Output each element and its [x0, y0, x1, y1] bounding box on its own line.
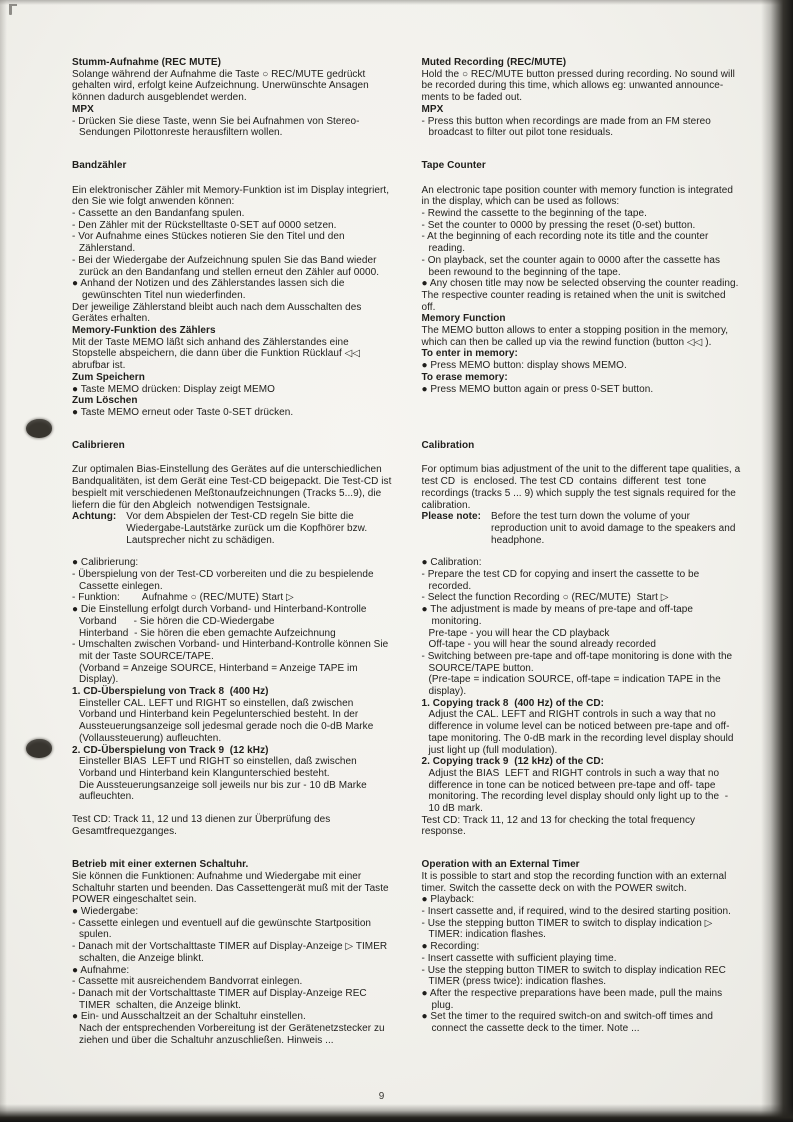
english-column	[422, 859, 742, 1046]
list-item: - Set the counter to 0000 by pressing the reset (0-set) button.	[421, 219, 696, 231]
bullet-item: ● Die Einstellung erfolgt durch Vorband- und Hinterband-Kontrolle	[72, 604, 367, 616]
paragraph: Mit der Taste MEMO läßt sich anhand des Zählerstandes eine Stopstelle abspeichern, die dann über die Funktion Rücklauf ◁◁ abrufbar ist.	[72, 336, 366, 372]
bullet-item: ● Ein- und Ausschaltzeit an der Schaltuhr einstellen.	[72, 1011, 306, 1023]
list-item: - Funktion: Aufnahme ○ (REC/MUTE) Start ▷	[72, 592, 294, 604]
heading: Zum Speichern	[72, 371, 145, 383]
section-row	[72, 439, 744, 839]
german-column	[72, 439, 395, 839]
section-row	[72, 859, 741, 1046]
spacer	[72, 803, 392, 814]
list-item: - Switching between pre-tape and off-tape monitoring is done with the SOURCE/TAPE button.	[421, 650, 736, 674]
indented-text: Adjust the CAL. LEFT and RIGHT controls in such a way that no difference in volume level can be noticed between pre-tape and off-tape monitoring. The 0-dB mark in the recording level display should just light up (full modulation).	[428, 709, 737, 756]
scan-corner-mark	[9, 4, 12, 15]
indented-text: Einsteller CAL. LEFT und RIGHT so einstellen, daß zwischen Vorband und Hinterband kein Pegelunterschied besteht. In der Aussteuerungsanzeige soll jedesmal gerade noch die 0-dB Marke (Vollaussteuerung) aufleuchten.	[79, 697, 377, 744]
heading: 1. Copying track 8 (400 Hz) of the CD:	[421, 697, 605, 709]
paragraph: Test CD: Track 11, 12 und 13 dienen zur Überprüfung des Gesamtfrequezganges.	[72, 814, 334, 837]
punch-hole-mark-bottom	[26, 739, 52, 758]
list-item: - Cassette mit ausreichendem Bandvorrat einlegen.	[72, 976, 303, 988]
bullet-item: ● Recording:	[421, 941, 480, 953]
list-item: - Vor Aufnahme eines Stückes notieren Sie den Titel und den Zählerstand.	[72, 231, 348, 255]
page-content	[72, 57, 744, 1046]
list-item: - Select the function Recording ○ (REC/MUTE) Start ▷	[421, 592, 669, 604]
paragraph: Ein elektronischer Zähler mit Memory-Funktion ist im Display integriert, den Sie wie folgt anwenden können:	[72, 184, 392, 208]
bullet-item: ● Wiedergabe:	[72, 906, 139, 917]
list-item: - Bei der Wiedergabe der Aufzeichnung spulen Sie das Band wieder zurück an den Bandanfang und stellen erneut den Zähler auf 0000.	[72, 254, 380, 278]
paragraph: The MEMO button allows to enter a stopping position in the memory, which can then be called up via the rewind function (button ◁◁ ).	[421, 325, 731, 348]
heading: To erase memory:	[421, 371, 508, 383]
scan-edge-bottom	[0, 1104, 793, 1122]
indented-text: Vorband - Sie hören die CD-Wiedergabe	[79, 615, 275, 627]
heading: Memory-Funktion des Zählers	[72, 325, 216, 337]
list-item: - Den Zähler mit der Rückstelltaste 0-SET auf 0000 setzen.	[72, 219, 337, 231]
section-heading: Calibration	[421, 439, 475, 451]
english-column	[422, 440, 742, 839]
bullet-item: ● Set the timer to the required switch-on and switch-off times and connect the cassette deck to the timer. Note ...	[421, 1011, 716, 1035]
indented-text: Nach der entsprechenden Vorbereitung ist der Gerätenetzstecker zu ziehen und über die Schaltuhr anzuschließen. Hinweis ...	[79, 1023, 388, 1046]
bullet-item: ● Aufnahme:	[72, 964, 130, 976]
heading: Betrieb mit einer externen Schaltuhr.	[72, 859, 249, 871]
note-block	[72, 511, 392, 546]
heading: Operation with an External Timer	[421, 859, 580, 871]
indented-text: Off-tape - you will hear the sound already recorded	[428, 639, 656, 651]
list-item: - Überspielung von der Test-CD vorbereiten und die zu bespielende Cassette einlegen.	[72, 569, 377, 592]
german-column	[72, 160, 392, 419]
list-item: - Cassette einlegen und eventuell auf die gewünschte Startposition spulen.	[72, 917, 374, 941]
list-item: - At the beginning of each recording note its title and the counter reading.	[421, 231, 712, 255]
spacer	[72, 546, 392, 557]
indented-text: Die Aussteuerungsanzeige soll jeweils nur bis zur - 10 dB Marke aufleuchten.	[79, 779, 370, 803]
list-item: - Rewind the cassette to the beginning of the tape.	[421, 208, 647, 220]
list-item: - Insert cassette with sufficient playing time.	[421, 952, 617, 964]
spacer	[422, 546, 742, 557]
indented-text: Pre-tape - you will hear the CD playback	[428, 627, 610, 639]
note-text: Vor dem Abspielen der Test-CD regeln Sie bitte die Wiedergabe-Lautstärke zurück um die Kopfhörer bzw. Lautsprecher nicht zu schädigen.	[126, 511, 371, 546]
note-label: Please note:	[421, 511, 482, 523]
list-item: - Insert cassette and, if required, wind to the desired starting position.	[421, 906, 731, 917]
paragraph: Test CD: Track 11, 12 and 13 for checking the total frequency response.	[421, 814, 698, 838]
indented-text: (Pre-tape = indication SOURCE, off-tape = indication TAPE in the display).	[428, 674, 724, 698]
section-row	[72, 57, 741, 139]
indented-text: Hinterband - Sie hören die eben gemachte Aufzeichnung	[79, 627, 336, 639]
paragraph: It is possible to start and stop the recording function with an external timer. Switch the cassette deck on with the POWER switch.	[421, 870, 730, 894]
indented-text: Adjust the BIAS LEFT and RIGHT controls in such a way that no difference in tone can be noticed between pre-tape and off- tape monitoring. The recording level display should only light up to the - 10 dB mark.	[428, 767, 731, 815]
scan-edge-left	[0, 0, 7, 1122]
heading: Memory Function	[421, 313, 506, 325]
paragraph: Der jeweilige Zählerstand bleibt auch nach dem Ausschalten des Gerätes erhalten.	[72, 301, 365, 325]
heading: Stumm-Aufnahme (REC MUTE)	[72, 57, 222, 68]
list-item: - Prepare the test CD for copying and insert the cassette to be recorded.	[421, 569, 703, 592]
heading: 2. Copying track 9 (12 kHz) of the CD:	[421, 756, 605, 768]
paragraph: Solange während der Aufnahme die Taste ○ REC/MUTE gedrückt gehalten wird, erfolgt keine Aufzeichnung. Unerwünschte Ansagen können dadurch ausgeblendet werden.	[72, 68, 372, 104]
paragraph: Sie können die Funktionen: Aufnahme und Wiedergabe mit einer Schaltuhr starten und beenden. Das Cassettengerät muß mit der Taste POWER eingeschaltet sein.	[72, 870, 392, 906]
scan-edge-top	[0, 0, 793, 5]
bullet-item: ● Press MEMO button: display shows MEMO.	[421, 360, 627, 372]
english-column	[422, 57, 742, 139]
bullet-item: ● Playback:	[421, 894, 475, 906]
heading: Muted Recording (REC/MUTE)	[421, 57, 567, 68]
bullet-item: ● Taste MEMO drücken: Display zeigt MEMO	[72, 383, 275, 395]
heading: MPX	[421, 103, 444, 115]
paragraph: An electronic tape position counter with memory function is integrated in the display, which can be used as follows:	[421, 184, 736, 208]
section-heading: Bandzähler	[72, 159, 127, 171]
list-item: - Danach mit der Vortschalttaste TIMER auf Display-Anzeige ▷ TIMER schalten, die Anzeige blinkt.	[72, 941, 393, 964]
heading: To enter in memory:	[421, 348, 518, 360]
bullet-item: ● Any chosen title may now be selected observing the counter reading.	[421, 278, 739, 290]
indented-text: (Vorband = Anzeige SOURCE, Hinterband = Anzeige TAPE im Display).	[79, 662, 361, 686]
punch-hole-mark-top	[26, 419, 52, 438]
section-heading: Tape Counter	[421, 159, 486, 171]
paragraph: For optimum bias adjustment of the unit to the different tape qualities, a test CD is enclosed. The test CD contains different test tone recordings (tracks 5 ... 9) which supply the test signals required for the calibration.	[421, 464, 744, 511]
english-column	[422, 160, 742, 419]
note-block	[422, 511, 742, 546]
paragraph: The respective counter reading is retained when the unit is switched off.	[421, 289, 729, 313]
paragraph: Hold the ○ REC/MUTE button pressed during recording. No sound will be recorded during this time, which allows eg: unwanted announce-ments to be faded out.	[421, 68, 738, 104]
list-item: - Umschalten zwischen Vorband- und Hinterband-Kontrolle können Sie mit der Taste SOURCE/TAPE.	[72, 639, 392, 662]
list-item: - Use the stepping button TIMER to switch to display indication ▷ TIMER: indication flashes.	[421, 917, 716, 941]
heading: MPX	[72, 103, 94, 115]
heading: 2. CD-Überspielung von Track 9 (12 kHz)	[72, 744, 269, 756]
indented-text: Einsteller BIAS LEFT und RIGHT so einstellen, daß zwischen Vorband und Hinterband kein Klangunterschied besteht.	[79, 756, 360, 779]
scan-edge-right	[761, 0, 793, 1122]
bullet-item: ● Calibrierung:	[72, 557, 139, 569]
bullet-item: ● Anhand der Notizen und des Zählerstandes lassen sich die gewünschten Titel nun wiederfinden.	[72, 278, 348, 301]
list-item: - Cassette an den Bandanfang spulen.	[72, 208, 245, 220]
heading: 1. CD-Überspielung von Track 8 (400 Hz)	[72, 686, 269, 698]
section-heading: Calibrieren	[72, 439, 125, 451]
list-item: - Press this button when recordings are made from an FM stereo broadcast to filter out pilot tone residuals.	[421, 115, 714, 139]
list-item: - Drücken Sie diese Taste, wenn Sie bei Aufnahmen von Stereo-Sendungen Pilottonreste herausfiltern wollen.	[72, 115, 360, 139]
bullet-item: ● Press MEMO button again or press 0-SET button.	[421, 383, 654, 395]
section-row	[72, 160, 741, 419]
bullet-item: ● Calibration:	[421, 557, 482, 569]
german-column	[72, 57, 392, 139]
note-text: Before the test turn down the volume of your reproduction unit to avoid damage to the speakers and headphone.	[491, 511, 739, 546]
page-number: 9	[378, 1091, 385, 1102]
paragraph: Zur optimalen Bias-Einstellung des Gerätes auf die unterschiedlichen Bandqualitäten, ist dem Gerät eine Test-CD beigepackt. Die Test-CD ist bespielt mit verschiedenen Meßtonaufzeichnungen (Tracks 5...9), die liefern die für den Abgleich notwendigen Testsignale.	[72, 464, 395, 511]
bullet-item: ● Taste MEMO erneut oder Taste 0-SET drücken.	[72, 406, 294, 418]
bullet-item: ● After the respective preparations have been made, pull the mains plug.	[421, 987, 725, 1011]
german-column	[72, 859, 392, 1046]
bullet-item: ● The adjustment is made by means of pre-tape and off-tape monitoring.	[421, 604, 696, 627]
list-item: - Danach mit der Vortschalttaste TIMER auf Display-Anzeige REC TIMER schalten, die Anzeige blinkt.	[72, 987, 370, 1011]
heading: Zum Löschen	[72, 395, 138, 407]
list-item: - Use the stepping button TIMER to switch to display indication REC TIMER (press twice): indication flashes.	[421, 964, 729, 988]
list-item: - On playback, set the counter again to 0000 after the cassette has been rewound to the beginning of the tape.	[421, 254, 723, 278]
note-label: Achtung:	[72, 511, 117, 523]
